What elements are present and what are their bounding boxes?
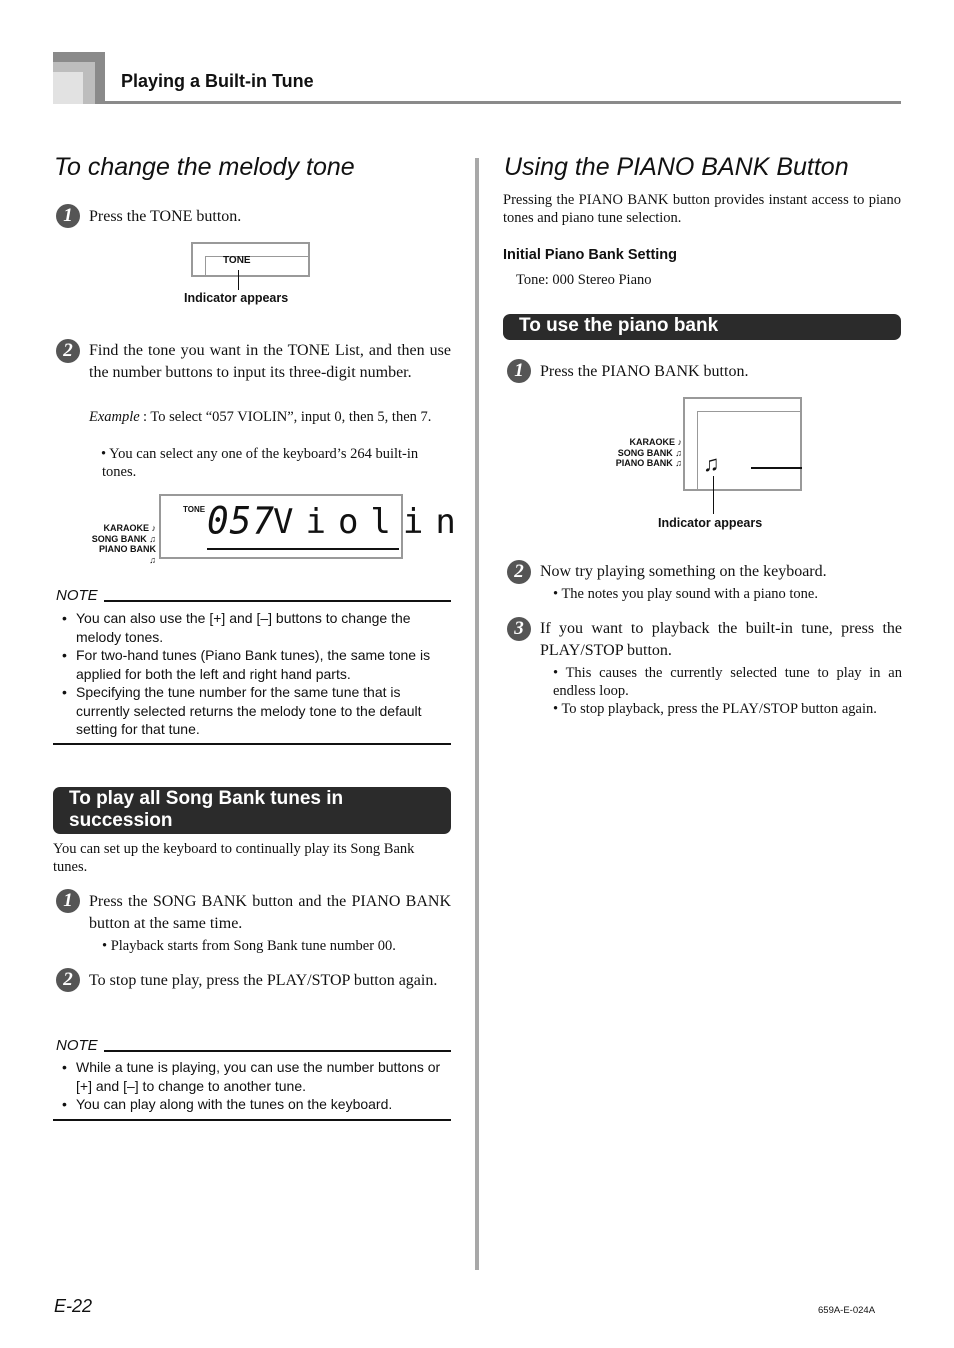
step-number: 2 — [56, 339, 80, 363]
column-divider — [475, 158, 479, 1270]
header-mark — [53, 52, 105, 104]
section-bar: To use the piano bank — [503, 314, 901, 340]
tone-display — [191, 242, 310, 277]
step-number: 1 — [56, 204, 80, 228]
figure-caption: Indicator appears — [184, 291, 289, 305]
mode-indicators: KARAOKE ♪ SONG BANK ♫ PIANO BANK ♫ — [91, 523, 156, 565]
note-rule — [104, 1050, 451, 1052]
document-code: 659A-E-024A — [818, 1305, 876, 1316]
step-number: 2 — [507, 560, 531, 584]
bullet-text: • You can select any one of the keyboard’s 264 built-in tones. — [101, 446, 419, 480]
step-number: 2 — [56, 968, 80, 992]
example-label: Example — [89, 409, 140, 425]
tone-label: TONE — [183, 505, 206, 514]
note-item: • For two-hand tunes (Piano Bank tunes), the same tone is applied for both the left and right hand parts. — [54, 646, 446, 683]
initial-value: Tone: 000 Stereo Piano — [516, 272, 652, 288]
note-item: • You can also use the [+] and [–] buttons to change the melody tones. — [54, 609, 446, 646]
step-text: Now try playing something on the keyboard. — [540, 563, 827, 580]
section-intro: You can set up the keyboard to continually play its Song Bank tunes. — [53, 841, 415, 875]
section-title: Playing a Built-in Tune — [121, 71, 314, 91]
note-rule — [104, 600, 451, 602]
header-rule — [105, 101, 901, 104]
bullet-text: • The notes you play sound with a piano tone. — [553, 586, 818, 602]
bullet-text: • Playback starts from Song Bank tune number 00. — [102, 938, 396, 954]
bullet-text: • To stop playback, press the PLAY/STOP button again. — [553, 701, 877, 717]
step-number: 3 — [507, 617, 531, 641]
left-heading: To change the melody tone — [54, 153, 355, 181]
indicator-line — [238, 270, 239, 290]
step-text: To stop tune play, press the PLAY/STOP button again. — [89, 972, 438, 989]
page-number: E-22 — [54, 1296, 93, 1316]
note-label: NOTE — [56, 587, 98, 604]
step-text: Press the TONE button. — [89, 208, 242, 225]
section-bar: To play all Song Bank tunes in succession — [53, 787, 451, 834]
note-item: • While a tune is playing, you can use the number buttons or [+] and [–] to change to another tune. — [54, 1058, 446, 1095]
figure-caption: Indicator appears — [658, 516, 763, 530]
right-intro: Pressing the PIANO BANK button provides instant access to piano tones and piano tune selection. — [503, 192, 901, 226]
note-bottom-rule — [53, 743, 451, 745]
step-text: Press the PIANO BANK button. — [540, 363, 749, 380]
indicator-line — [713, 476, 714, 514]
note-item: • Specifying the tune number for the same tune that is currently selected returns the melody tone to the default setting for that tune. — [54, 683, 446, 739]
tone-name: Violin — [273, 502, 468, 542]
mode-indicators: KARAOKE ♪ SONG BANK ♫ PIANO BANK ♫ — [615, 437, 682, 468]
bullet-text: • This causes the currently selected tune to play in an endless loop. — [553, 665, 902, 699]
note-list — [54, 1058, 446, 1114]
lcd-display — [159, 494, 468, 559]
note-label: NOTE — [56, 1037, 98, 1054]
step-number: 1 — [507, 359, 531, 383]
tone-number: 057 — [207, 499, 276, 544]
piano-icon: ♫ — [703, 451, 720, 476]
subheading: Initial Piano Bank Setting — [503, 247, 678, 263]
step-text: If you want to playback the built-in tune, press the PLAY/STOP button. — [540, 620, 902, 659]
note-list — [54, 609, 446, 739]
step-text: Find the tone you want in the TONE List, and then use the number buttons to input its three-digit number. — [89, 342, 451, 381]
note-item: • You can play along with the tunes on the keyboard. — [54, 1095, 446, 1114]
lcd-display — [683, 397, 802, 491]
tone-label: TONE — [223, 255, 251, 266]
example-text: : To select “057 VIOLIN”, input 0, then 5, then 7. — [143, 409, 432, 425]
note-bottom-rule — [53, 1119, 451, 1121]
right-heading: Using the PIANO BANK Button — [504, 153, 849, 181]
step-text: Press the SONG BANK button and the PIANO BANK button at the same time. — [89, 893, 451, 932]
step-number: 1 — [56, 889, 80, 913]
